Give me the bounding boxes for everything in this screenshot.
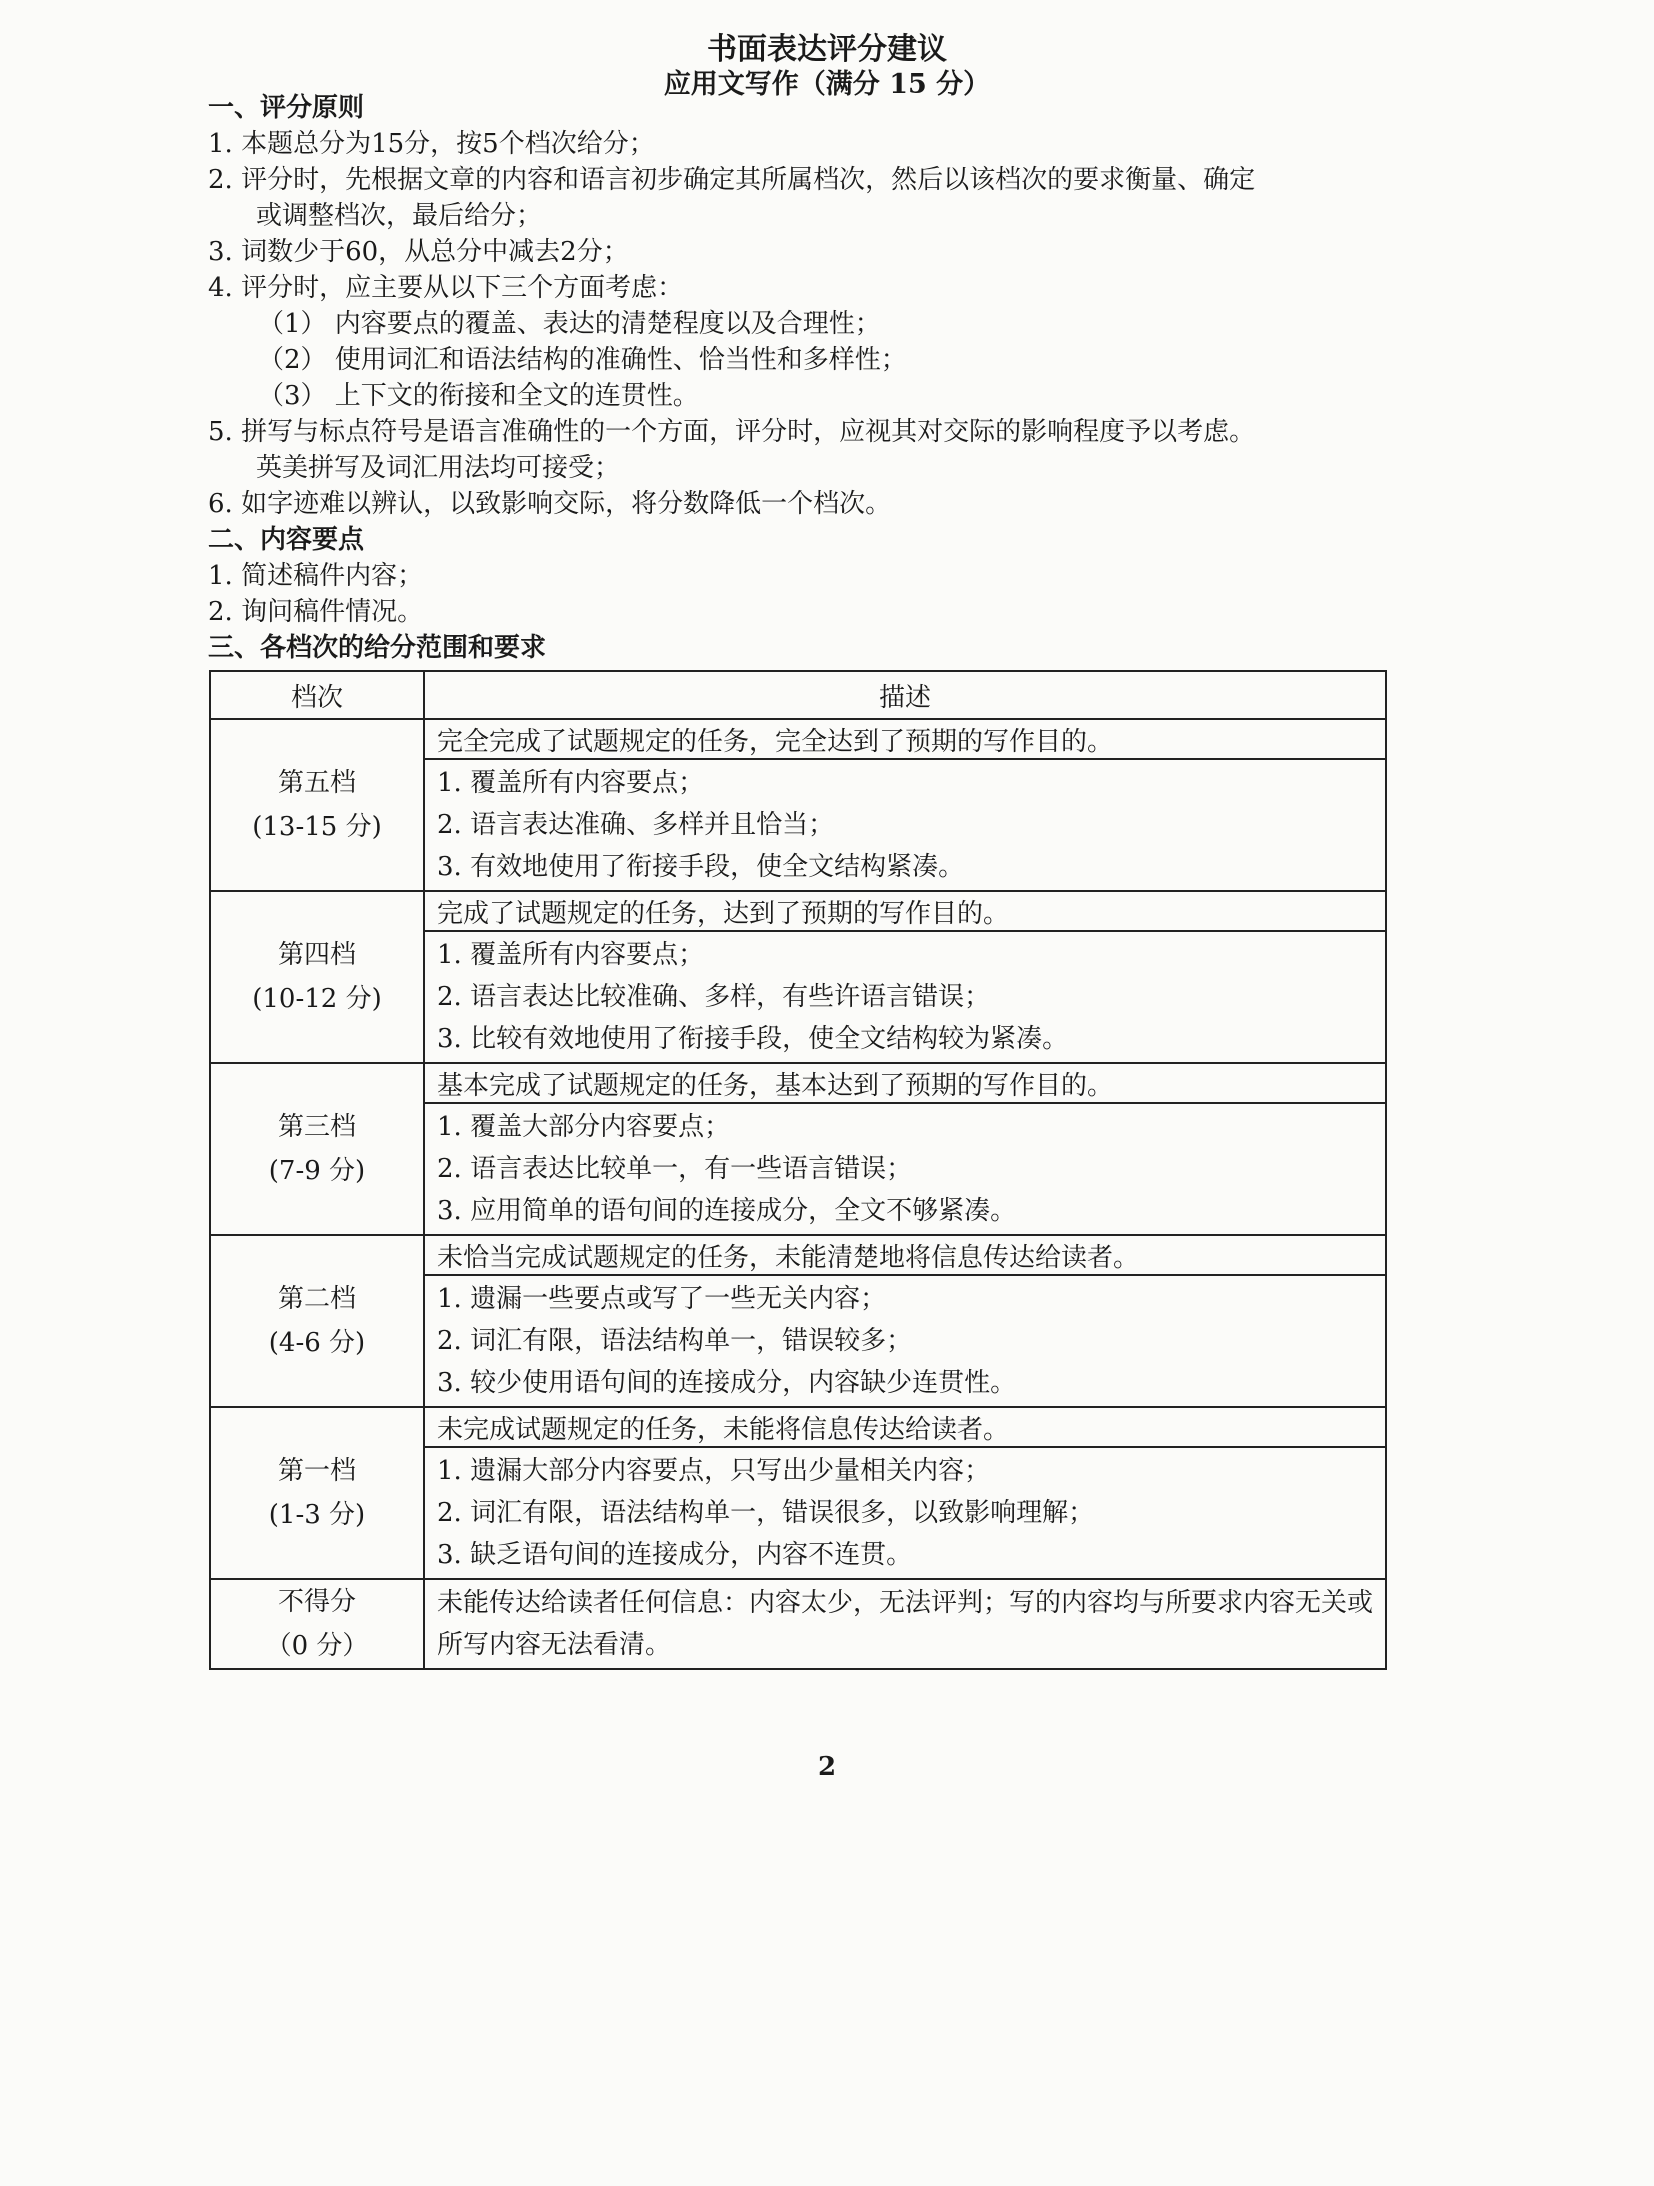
level-name: 第二档 xyxy=(277,1284,356,1314)
level-cell xyxy=(210,719,424,891)
level-cell xyxy=(210,1063,424,1235)
content-point: 1. 简述稿件内容； xyxy=(208,561,424,591)
header-description: 描述 xyxy=(424,671,1386,719)
page-number: 2 xyxy=(817,1752,837,1782)
section-heading: 一、评分原则 xyxy=(208,93,365,123)
table-row xyxy=(210,891,1386,931)
level-summary: 未恰当完成试题规定的任务，未能清楚地将信息传达给读者。 xyxy=(424,1235,1386,1275)
level-name: 不得分 xyxy=(277,1587,356,1617)
principle-item: 6. 如字迹难以辨认，以致影响交际，将分数降低一个档次。 xyxy=(208,489,892,519)
level-detail: 3. 较少使用语句间的连接成分，内容缺少连贯性。 xyxy=(437,1368,1017,1398)
level-summary: 完全完成了试题规定的任务，完全达到了预期的写作目的。 xyxy=(424,719,1386,759)
level-detail: 3. 缺乏语句间的连接成分，内容不连贯。 xyxy=(437,1540,913,1570)
level-summary: 未能传达给读者任何信息：内容太少，无法评判；写的内容均与所要求内容无关或所写内容无法看清。 xyxy=(424,1579,1386,1669)
level-name: 第三档 xyxy=(277,1112,356,1142)
level-details xyxy=(424,1447,1386,1579)
level-detail: 2. 语言表达比较单一，有一些语言错误； xyxy=(437,1154,913,1184)
level-cell xyxy=(210,1407,424,1579)
level-cell xyxy=(210,1235,424,1407)
level-details xyxy=(424,759,1386,891)
principle-item: 2. 评分时，先根据文章的内容和语言初步确定其所属档次，然后以该档次的要求衡量、确定 xyxy=(208,165,1256,195)
level-detail: 3. 有效地使用了衔接手段，使全文结构紧凑。 xyxy=(437,852,965,882)
principle-item: 5. 拼写与标点符号是语言准确性的一个方面，评分时，应视其对交际的影响程度予以考虑。 xyxy=(208,417,1256,447)
principle-item: 3. 词数少于60，从总分中减去2分； xyxy=(208,237,629,267)
principle-item: 1. 本题总分为15分，按5个档次给分； xyxy=(208,129,655,159)
table-row xyxy=(210,1235,1386,1275)
level-cell xyxy=(210,891,424,1063)
level-range: (10-12 分) xyxy=(252,984,382,1014)
principle-subitem: （3） 上下文的衔接和全文的连贯性。 xyxy=(258,381,699,411)
level-range: （0 分） xyxy=(265,1631,369,1661)
level-detail: 1. 遗漏大部分内容要点，只写出少量相关内容； xyxy=(437,1456,991,1486)
level-detail: 1. 覆盖大部分内容要点； xyxy=(437,1112,731,1142)
level-detail: 3. 比较有效地使用了衔接手段，使全文结构较为紧凑。 xyxy=(437,1024,1069,1054)
level-range: (7-9 分) xyxy=(268,1156,366,1186)
section-heading: 三、各档次的给分范围和要求 xyxy=(208,633,547,663)
level-detail: 3. 应用简单的语句间的连接成分，全文不够紧凑。 xyxy=(437,1196,1017,1226)
principle-item: 4. 评分时，应主要从以下三个方面考虑： xyxy=(208,273,684,303)
level-cell xyxy=(210,1579,424,1669)
level-detail: 2. 语言表达比较准确、多样，有些许语言错误； xyxy=(437,982,991,1012)
level-detail: 1. 覆盖所有内容要点； xyxy=(437,940,705,970)
table-row xyxy=(210,719,1386,759)
scoring-principles xyxy=(208,90,1408,666)
level-range: (4-6 分) xyxy=(268,1328,366,1358)
level-details xyxy=(424,1103,1386,1235)
scoring-table xyxy=(209,670,1387,1670)
level-name: 第四档 xyxy=(277,940,356,970)
content-point: 2. 询问稿件情况。 xyxy=(208,597,424,627)
level-detail: 2. 词汇有限，语法结构单一，错误很多，以致影响理解； xyxy=(437,1498,1095,1528)
section-heading: 二、内容要点 xyxy=(208,525,365,555)
level-detail: 2. 语言表达准确、多样并且恰当； xyxy=(437,810,835,840)
principle-subitem: （1） 内容要点的覆盖、表达的清楚程度以及合理性； xyxy=(258,309,881,339)
level-details xyxy=(424,931,1386,1063)
level-range: (13-15 分) xyxy=(252,812,382,842)
principle-item: 英美拼写及词汇用法均可接受； xyxy=(256,453,621,483)
level-range: (1-3 分) xyxy=(268,1500,366,1530)
table-row xyxy=(210,1579,1386,1669)
level-summary: 完成了试题规定的任务，达到了预期的写作目的。 xyxy=(424,891,1386,931)
principle-item: 或调整档次，最后给分； xyxy=(256,201,543,231)
level-summary: 未完成试题规定的任务，未能将信息传达给读者。 xyxy=(424,1407,1386,1447)
level-detail: 1. 遗漏一些要点或写了一些无关内容； xyxy=(437,1284,887,1314)
table-row xyxy=(210,1407,1386,1447)
principle-subitem: （2） 使用词汇和语法结构的准确性、恰当性和多样性； xyxy=(258,345,907,375)
document-title: 书面表达评分建议 xyxy=(707,32,947,67)
document-subtitle: 应用文写作（满分 15 分） xyxy=(663,69,991,100)
level-name: 第五档 xyxy=(277,768,356,798)
level-detail: 1. 覆盖所有内容要点； xyxy=(437,768,705,798)
level-summary: 基本完成了试题规定的任务，基本达到了预期的写作目的。 xyxy=(424,1063,1386,1103)
level-detail: 2. 词汇有限，语法结构单一，错误较多； xyxy=(437,1326,913,1356)
level-details xyxy=(424,1275,1386,1407)
header-level: 档次 xyxy=(210,671,424,719)
level-name: 第一档 xyxy=(277,1456,356,1486)
table-row xyxy=(210,1063,1386,1103)
